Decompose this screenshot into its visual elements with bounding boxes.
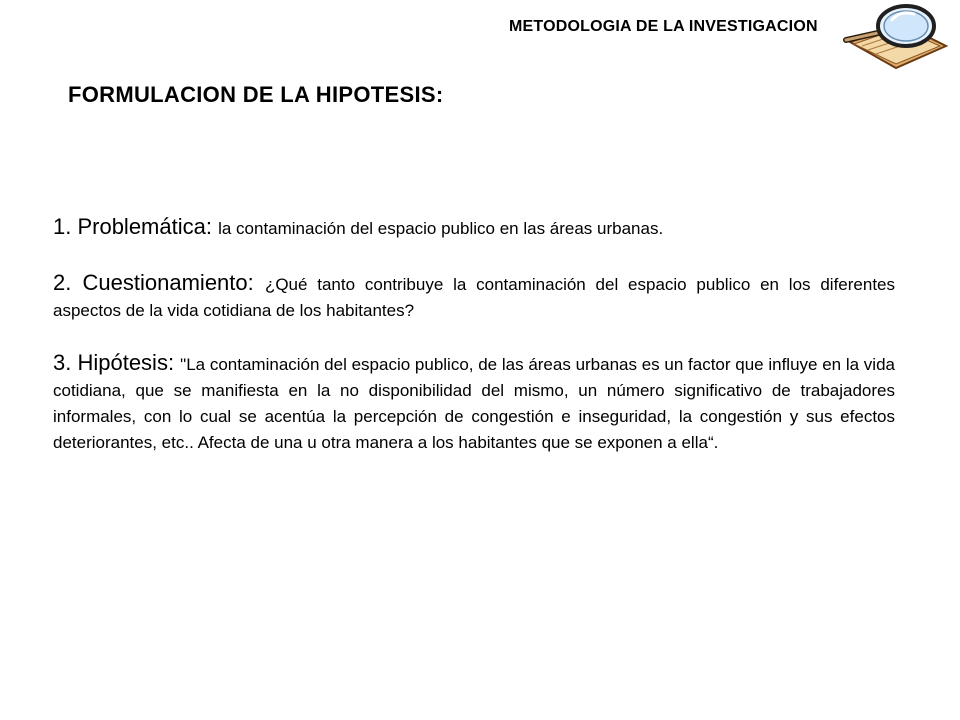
item-text: la contaminación del espacio publico en las áreas urbanas.: [218, 219, 664, 238]
item-label: 1. Problemática:: [53, 214, 219, 239]
magnifying-glass-book-icon: [842, 2, 952, 72]
item-cuestionamiento: [53, 270, 895, 324]
item-label: 2. Cuestionamiento:: [53, 270, 265, 295]
item-hipotesis: [53, 350, 895, 456]
item-text: ¿Qué tanto contribuye la contaminación del espacio publico en los diferentes aspectos de la vida cotidiana de los habitantes?: [53, 275, 896, 320]
hypothesis-content: [53, 212, 895, 456]
header-title: METODOLOGIA DE LA INVESTIGACION: [509, 18, 818, 35]
section-title: FORMULACION DE LA HIPOTESIS:: [68, 82, 444, 107]
item-label: 3. Hipótesis:: [53, 350, 181, 375]
item-text: "La contaminación del espacio publico, de las áreas urbanas es un factor que influye en la vida cotidiana, que se manifiesta en la no disponibilidad del mismo, un número significativo de trabajadores informales, con lo cual se acentúa la percepción de congestión e inseguridad, la congestión y sus efectos deteriorantes, etc.. Afecta de una u otra manera a los habitantes que se exponen a ella“.: [53, 355, 895, 452]
item-problematica: [53, 212, 895, 244]
